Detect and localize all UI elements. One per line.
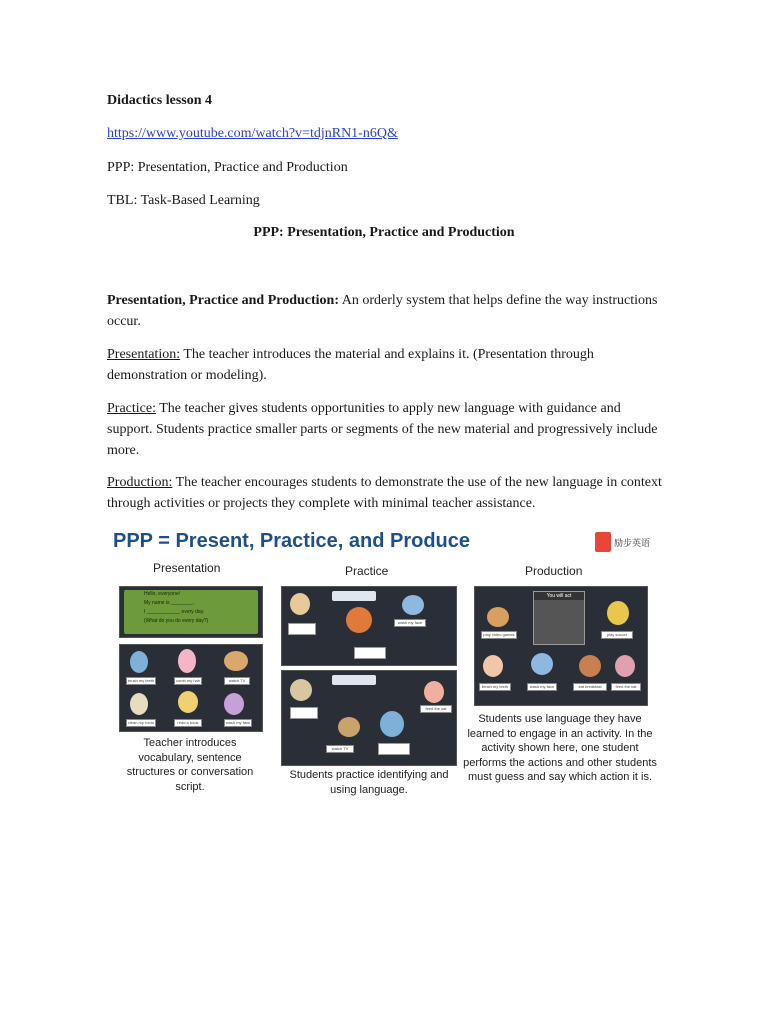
action-label: watch TV xyxy=(224,677,250,685)
production-text: The teacher encourages students to demonstrate the use of the new language in context through activities or projects they complete with minimal teacher assistance. xyxy=(107,475,662,511)
ppp-infographic xyxy=(107,526,661,806)
presentation-caption: Teacher introduces vocabulary, sentence structures or conversation script. xyxy=(126,737,254,793)
action-label: brush my teeth xyxy=(127,678,155,683)
action-label: brush my teeth xyxy=(479,683,511,691)
kid-figure xyxy=(130,693,148,715)
kid-figure xyxy=(130,651,148,673)
logo-icon xyxy=(595,532,611,552)
production-activity-panel xyxy=(474,586,648,706)
action-label: play soccer xyxy=(601,631,633,639)
kid-figure xyxy=(346,607,372,633)
kid-figure xyxy=(424,681,444,703)
worksheet-header xyxy=(332,675,376,685)
practice-text: The teacher gives students opportunities to apply new language with guidance and support. Students practice smaller parts or segments of the new material and progressively include more. xyxy=(107,401,658,458)
action-label: wash my face xyxy=(394,619,426,627)
definition-paragraph xyxy=(107,290,667,332)
logo-text: 励步英语 xyxy=(614,538,651,548)
presentation-board-panel xyxy=(119,586,263,638)
action-label: comb my hair xyxy=(175,678,200,683)
practice-term: Practice: xyxy=(107,401,156,416)
action-label: clean my room xyxy=(127,720,155,725)
kid-figure xyxy=(483,655,503,677)
kid-figure xyxy=(178,691,198,713)
production-caption: Students use language they have learned to engage in an activity. In the activity shown here, one student performs the actions and other students must guess and say which action it is. xyxy=(463,713,657,783)
definition-text: An orderly system that helps define the way instructions occur. xyxy=(107,293,658,329)
kid-figure xyxy=(224,693,244,715)
action-label: wash my face xyxy=(527,683,557,691)
presentation-actions-panel xyxy=(119,644,263,732)
kid-figure xyxy=(380,711,404,737)
act-card-title: You will act xyxy=(534,592,584,600)
presentation-paragraph xyxy=(107,344,667,386)
action-label: feed the cat xyxy=(611,683,641,691)
answer-box xyxy=(378,743,410,755)
kid-figure xyxy=(338,717,360,737)
kid-figure xyxy=(290,593,310,615)
section-title: PPP: Presentation, Practice and Production xyxy=(253,225,515,240)
production-term: Production: xyxy=(107,475,173,490)
production-paragraph xyxy=(107,472,667,514)
kid-figure xyxy=(290,679,312,701)
action-label: eat breakfast xyxy=(573,683,607,691)
presentation-text: The teacher introduces the material and explains it. (Presentation through demonstration or modeling). xyxy=(107,347,594,383)
tbl-line: TBL: Task-Based Learning xyxy=(107,193,260,208)
board-line-2: My name is ________. xyxy=(144,600,195,606)
answer-box xyxy=(354,647,386,659)
infographic-title: PPP = Present, Practice, and Produce xyxy=(113,530,471,552)
definition-term: Presentation, Practice and Production: xyxy=(107,293,340,308)
act-card xyxy=(533,591,585,645)
practice-worksheet-panel-1 xyxy=(281,586,457,666)
board-line-4: (What do you do every day?) xyxy=(144,618,209,624)
action-label: read a book xyxy=(174,719,202,727)
board-line-1: Hello, everyone! xyxy=(144,591,181,597)
kid-figure xyxy=(402,595,424,615)
kid-figure xyxy=(178,649,196,673)
action-label: wash my face xyxy=(225,720,251,725)
action-label: watch TV xyxy=(326,745,354,753)
worksheet-header xyxy=(332,591,376,601)
kid-figure xyxy=(579,655,601,677)
answer-box xyxy=(288,623,316,635)
kid-figure xyxy=(487,607,509,627)
kid-figure xyxy=(531,653,553,675)
action-label: play video games xyxy=(481,631,517,639)
brand-logo xyxy=(595,532,653,552)
presentation-term: Presentation: xyxy=(107,347,181,362)
board-line-3: I ____________ every day. xyxy=(144,609,205,615)
production-heading: Production xyxy=(525,564,583,578)
presentation-heading: Presentation xyxy=(153,561,221,575)
document-heading: Didactics lesson 4 xyxy=(107,93,212,108)
answer-box xyxy=(290,707,318,719)
practice-paragraph xyxy=(107,398,667,461)
practice-caption: Students practice identifying and using language. xyxy=(289,769,449,796)
action-label: feed the cat xyxy=(420,705,452,713)
ppp-line: PPP: Presentation, Practice and Production xyxy=(107,160,348,175)
kid-figure xyxy=(607,601,629,625)
practice-heading: Practice xyxy=(345,564,389,578)
youtube-link[interactable]: https://www.youtube.com/watch?v=tdjnRN1-n6Q& xyxy=(107,126,398,141)
practice-worksheet-panel-2 xyxy=(281,670,457,766)
green-board xyxy=(124,590,258,634)
kid-figure xyxy=(224,651,248,671)
kid-figure xyxy=(615,655,635,677)
